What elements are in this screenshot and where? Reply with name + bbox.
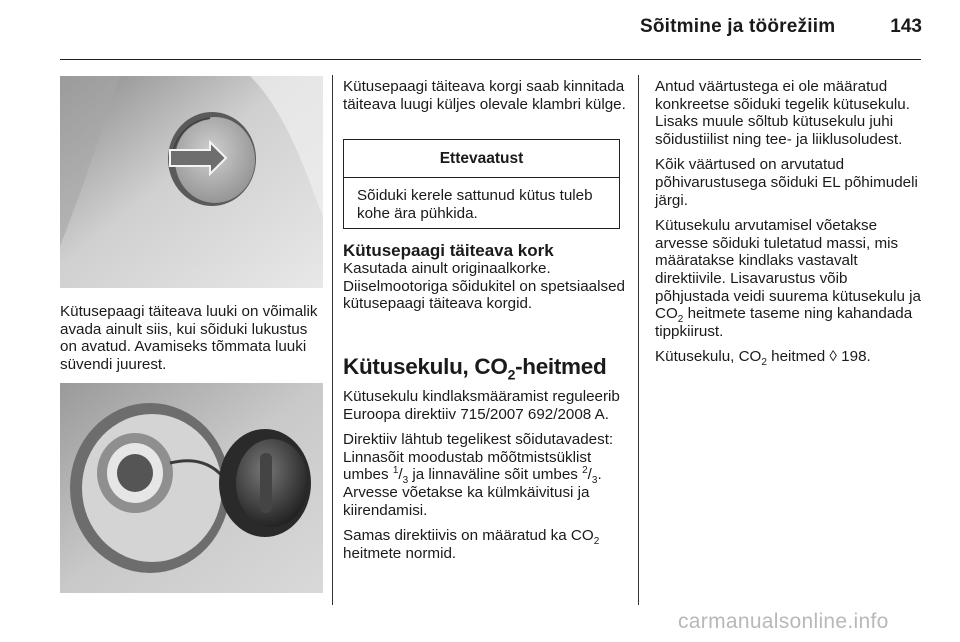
header-rule	[60, 59, 921, 60]
cap-holder-text: Kütusepaagi täiteava korgi saab kinnitada täiteava luugi küljes olevale klambri külge.	[343, 78, 626, 113]
cross-reference[interactable]	[655, 348, 923, 369]
mass-paragraph	[655, 217, 923, 340]
norms-text-b: heitmete normid.	[343, 544, 457, 562]
right-column	[655, 78, 923, 374]
fraction-numerator: 2	[582, 465, 588, 477]
fuel-flap-caption	[60, 303, 325, 381]
fuel-flap-illustration	[60, 76, 323, 288]
mass-text-a: Kütusekulu arvutamisel võetakse arvesse sõiduki tuletatud massi, mis määratakse kindlaks vastavalt direktiivile. Lisavarustus võib põhjustada veidi suurema kütusekulu ja CO	[655, 217, 921, 323]
base-model-paragraph: Kõik väärtused on arvutatud põhivarustusega sõiduki EL põhimudeli järgi.	[655, 156, 918, 209]
mass-text-b: heitmete taseme ning kahandada tippkiirust.	[655, 305, 913, 340]
co2-subscript: 2	[677, 314, 684, 326]
filler-cap-section	[343, 241, 628, 321]
fraction-denominator: 3	[402, 475, 409, 487]
co2-subscript: 2	[593, 536, 600, 548]
caution-notice-title: Ettevaatust	[344, 140, 619, 178]
watermark: carmanualsonline.info	[678, 610, 889, 633]
fraction-denominator: 3	[591, 475, 598, 487]
consumption-section-title	[343, 354, 628, 383]
column-divider-2	[638, 75, 639, 605]
co2-subscript: 2	[761, 357, 767, 369]
title-part: Kütusekulu, CO	[343, 354, 508, 379]
reference-text-b: heitmed	[766, 348, 830, 366]
page-number: 143	[890, 16, 922, 37]
consumption-section	[343, 354, 628, 570]
fraction-numerator: 1	[392, 465, 399, 477]
filler-cap-illustration	[60, 383, 323, 593]
running-header-title: Sõitmine ja töörežiim	[640, 16, 836, 37]
cap-holder-paragraph	[343, 78, 628, 121]
column-divider-1	[332, 75, 333, 605]
reference-text: Kütusekulu, CO	[655, 348, 762, 366]
cycle-paragraph: Direktiiv lähtub tegelikest sõidutavadest: Linnasõit moodustab mõõtmistsüklist umbes $^1/_3$ ja linnaväline sõit umbes $^2/_3$. Arvesse võetakse ka külmkäivitusi ja kiirendamisi.	[343, 431, 614, 519]
emission-norms-paragraph	[343, 527, 628, 562]
caution-notice	[343, 139, 620, 229]
actual-consumption-paragraph: Antud väärtustega ei ole määratud konkreetse sõiduki tegelik kütusekulu. Lisaks muule sõltub kütusekulu juhi sõidustiilist ning tee- ja liiklusoludest.	[655, 78, 910, 148]
title-part-end: -heitmed	[515, 354, 607, 379]
arrow-ref-icon: ◊	[829, 348, 837, 366]
cycle-text-b: ja linnaväline sõit umbes	[408, 466, 583, 484]
fuel-flap-caption-text: Kütusepaagi täiteava luuki on võimalik avada ainult siis, kui sõiduki lukustus on avatud. Avamiseks tõmmata luuki süvendi juurest.	[60, 303, 318, 373]
reference-page[interactable]: 198.	[841, 348, 871, 366]
filler-cap-text: Kasutada ainult originaalkorke. Diiselmootoriga sõidukitel on spetsiaalsed kütusepaagi täiteava korgid.	[343, 260, 625, 313]
directive-paragraph: Kütusekulu kindlaksmääramist reguleerib Euroopa direktiiv 715/2007 692/2008 A.	[343, 388, 620, 423]
filler-cap-heading: Kütusepaagi täiteava kork	[343, 241, 554, 260]
caution-notice-body: Sõiduki kerele sattunud kütus tuleb kohe ära pühkida.	[357, 187, 593, 222]
cycle-text-a: Direktiiv lähtub tegelikest sõidutavadest: Linnasõit moodustab mõõtmistsüklist umbes	[343, 431, 614, 484]
cycle-text-c: . Arvesse võetakse ka külmkäivitusi ja kiirendamisi.	[343, 466, 602, 519]
norms-text-a: Samas direktiivis on määratud ka CO	[343, 527, 594, 545]
title-subscript: 2	[507, 366, 516, 383]
